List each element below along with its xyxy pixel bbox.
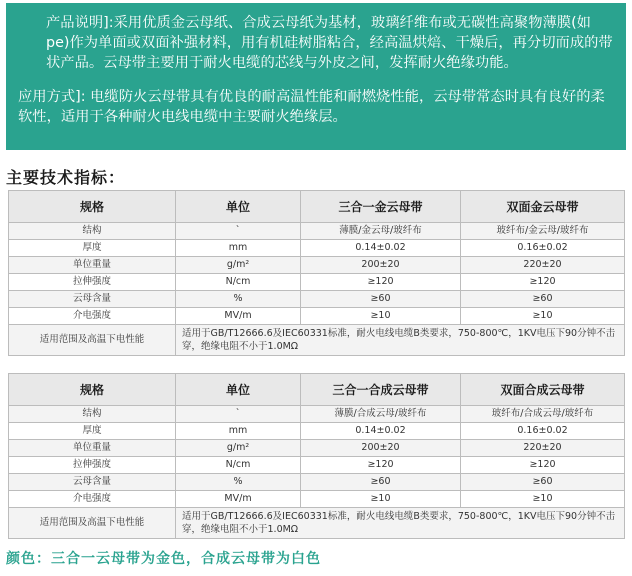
header-unit: 单位 [176,191,301,223]
application-text: 适用于GB/T12666.6及IEC60331标准，耐火电线电缆B类要求，750-800℃，1KV电压下90分钟不击穿，绝缘电阻不小于1.0MΩ [176,508,625,539]
row-unit: % [176,474,301,491]
row-value-b: ≥120 [461,274,625,291]
row-spec: 介电强度 [9,491,176,508]
row-unit: mm [176,423,301,440]
table-row [9,474,625,491]
row-value-b: 玻纤布/金云母/玻纤布 [461,223,625,240]
row-value-a: 薄膜/金云母/玻纤布 [301,223,461,240]
row-unit: MV/m [176,308,301,325]
row-value-b: ≥60 [461,291,625,308]
application-label: 适用范围及高温下电性能 [9,508,176,539]
table-row-application [9,508,625,539]
table-row [9,491,625,508]
row-spec: 单位重量 [9,257,176,274]
table-row [9,406,625,423]
row-value-a: 200±20 [301,440,461,457]
table-row [9,240,625,257]
header-product-a: 三合一合成云母带 [301,374,461,406]
spec-table-synthetic-mica [8,373,625,539]
table-row [9,257,625,274]
row-value-b: 玻纤布/合成云母/玻纤布 [461,406,625,423]
application-description: 应用方式]: 电缆防火云母带具有优良的耐高温性能和耐燃烧性能，云母带常态时具有良好的柔软性，适用于各种耐火电线电缆中主要耐火绝缘层。 [18,89,605,125]
table-row [9,423,625,440]
header-spec: 规格 [9,374,176,406]
row-value-b: ≥10 [461,308,625,325]
row-spec: 介电强度 [9,308,176,325]
row-value-a: ≥10 [301,491,461,508]
row-spec: 结构 [9,223,176,240]
row-value-a: 200±20 [301,257,461,274]
row-value-b: 220±20 [461,440,625,457]
row-spec: 拉伸强度 [9,457,176,474]
row-value-a: ≥120 [301,457,461,474]
table-row [9,308,625,325]
row-spec: 云母含量 [9,291,176,308]
row-value-a: 薄膜/合成云母/玻纤布 [301,406,461,423]
row-value-b: 0.16±0.02 [461,240,625,257]
row-value-b: ≥10 [461,491,625,508]
table-row [9,291,625,308]
row-value-b: 0.16±0.02 [461,423,625,440]
row-value-a: ≥10 [301,308,461,325]
table-row [9,440,625,457]
header-product-b: 双面合成云母带 [461,374,625,406]
row-spec: 厚度 [9,423,176,440]
row-value-a: ≥120 [301,274,461,291]
row-unit: MV/m [176,491,301,508]
section-title: 主要技术指标： [6,168,126,187]
product-description: 产品说明]:采用优质金云母纸、合成云母纸为基材，玻璃纤维布或无碳性高聚物薄膜(如pe)作为单面或双面补强材料，用有机硅树脂粘合，经高温烘焙、干燥后，再分切而成的带状产品。云母带主要用于耐火电缆的芯线与外皮之间，发挥耐火绝缘功能。 [46,15,613,71]
row-unit: N/cm [176,274,301,291]
table-row [9,457,625,474]
table-header-row [9,374,625,406]
header-product-b: 双面金云母带 [461,191,625,223]
table-row-application [9,325,625,356]
row-spec: 单位重量 [9,440,176,457]
row-unit: ` [176,406,301,423]
row-value-a: ≥60 [301,291,461,308]
row-value-a: 0.14±0.02 [301,240,461,257]
row-spec: 结构 [9,406,176,423]
row-value-b: ≥60 [461,474,625,491]
row-unit: g/m² [176,440,301,457]
row-value-b: ≥120 [461,457,625,474]
row-spec: 云母含量 [9,474,176,491]
row-value-a: ≥60 [301,474,461,491]
row-unit: ` [176,223,301,240]
row-spec: 厚度 [9,240,176,257]
row-value-b: 220±20 [461,257,625,274]
row-value-a: 0.14±0.02 [301,423,461,440]
header-spec: 规格 [9,191,176,223]
row-spec: 拉伸强度 [9,274,176,291]
row-unit: g/m² [176,257,301,274]
header-unit: 单位 [176,374,301,406]
table-row [9,274,625,291]
row-unit: N/cm [176,457,301,474]
table-header-row [9,191,625,223]
intro-banner [6,3,626,150]
header-product-a: 三合一金云母带 [301,191,461,223]
application-label: 适用范围及高温下电性能 [9,325,176,356]
table-row [9,223,625,240]
spec-table-gold-mica [8,190,625,356]
row-unit: mm [176,240,301,257]
application-text: 适用于GB/T12666.6及IEC60331标准，耐火电线电缆B类要求，750-800℃，1KV电压下90分钟不击穿，绝缘电阻不小于1.0MΩ [176,325,625,356]
row-unit: % [176,291,301,308]
color-note: 颜色：三合一云母带为金色，合成云母带为白色 [6,551,321,567]
